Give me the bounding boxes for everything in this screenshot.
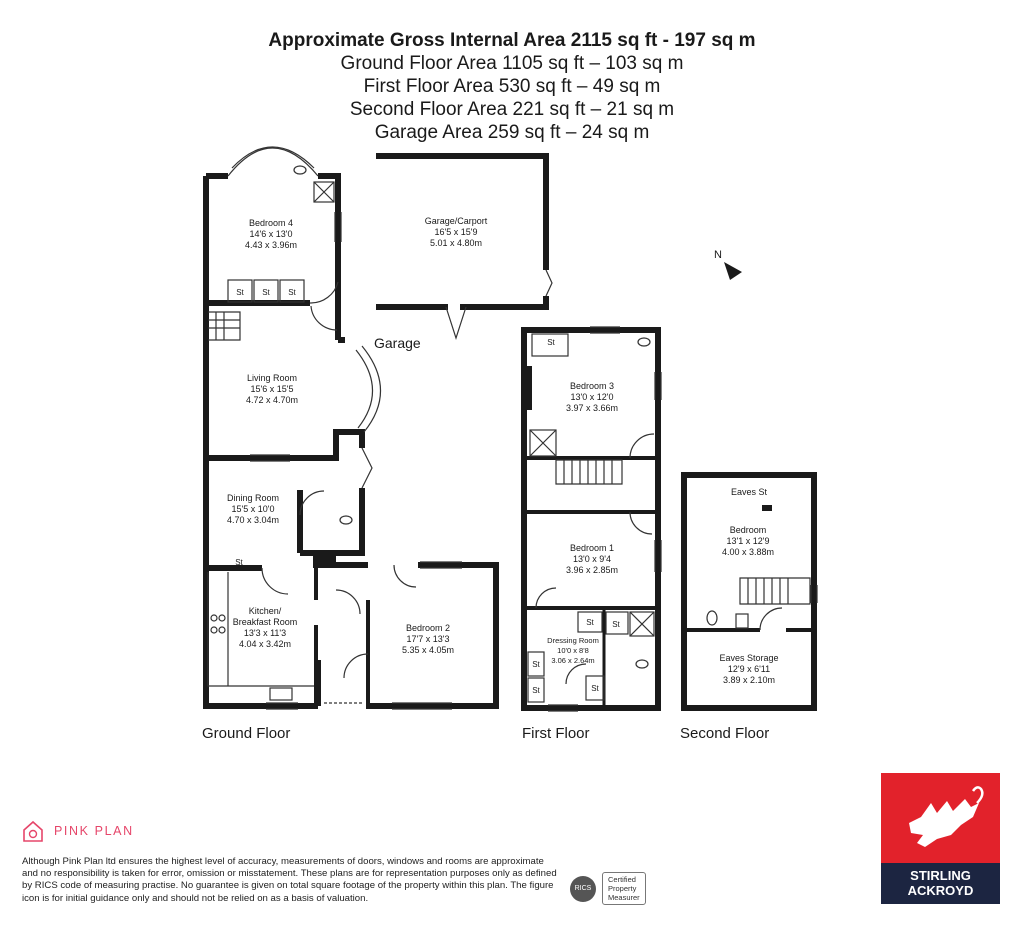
hob-ring bbox=[211, 627, 217, 633]
door-arc bbox=[536, 588, 556, 608]
hob-ring bbox=[219, 615, 225, 621]
store-label: St bbox=[612, 620, 620, 629]
north-arrow bbox=[714, 249, 742, 280]
kitchen-name-2: Breakfast Room bbox=[232, 617, 298, 627]
garage-dims-metric: 5.01 x 4.80m bbox=[429, 238, 483, 248]
area-title: Approximate Gross Internal Area 2115 sq ft - 197 sq m bbox=[268, 30, 756, 51]
bedroom4-dims-metric: 4.43 x 3.96m bbox=[244, 240, 298, 250]
door-arc bbox=[262, 568, 288, 594]
front-door bbox=[362, 448, 372, 488]
store-label: St bbox=[586, 618, 594, 627]
toilet bbox=[294, 166, 306, 174]
living-dims-imperial: 15'6 x 15'5 bbox=[250, 384, 294, 394]
store-label: St bbox=[262, 288, 270, 297]
door-arc bbox=[566, 664, 586, 684]
store-label: St bbox=[288, 288, 296, 297]
first-floor-stairs bbox=[556, 460, 622, 484]
rics-badge-line: Certified bbox=[608, 875, 636, 884]
rics-badge-line: Property bbox=[608, 884, 637, 893]
brand-line-1: STIRLING bbox=[910, 868, 971, 883]
wc-wall bbox=[300, 488, 362, 553]
shower-cross bbox=[314, 182, 334, 202]
second-floor-label: Second Floor bbox=[680, 725, 770, 742]
store-label: St bbox=[236, 288, 244, 297]
chimney-breast bbox=[314, 555, 336, 567]
first-area-line: First Floor Area 530 sq ft – 49 sq m bbox=[363, 76, 661, 97]
door-arc bbox=[394, 565, 416, 587]
bay-window bbox=[228, 148, 318, 176]
bedroom-sf-dims-metric: 4.00 x 3.88m bbox=[721, 547, 775, 557]
dining-name: Dining Room bbox=[226, 493, 280, 503]
north-label: N bbox=[714, 249, 722, 261]
bedroom3-dims-metric: 3.97 x 3.66m bbox=[565, 403, 619, 413]
brand-line-2: ACKROYD bbox=[907, 883, 974, 898]
hob-ring bbox=[219, 627, 225, 633]
door-arc bbox=[760, 608, 782, 630]
door-arc bbox=[630, 434, 654, 458]
basin bbox=[736, 614, 748, 628]
store-label: St bbox=[547, 338, 555, 347]
bedroom1-name: Bedroom 1 bbox=[569, 543, 615, 553]
stirling-ackroyd-logo bbox=[881, 773, 1000, 904]
bedroom1-dims-imperial: 13'0 x 9'4 bbox=[573, 554, 611, 564]
bedroom2-name: Bedroom 2 bbox=[405, 623, 451, 633]
door-arc bbox=[336, 590, 360, 614]
certified-measurer-box bbox=[602, 872, 646, 905]
toilet bbox=[707, 611, 717, 625]
ground-area-line: Ground Floor Area 1105 sq ft – 103 sq m bbox=[340, 53, 684, 74]
griffin-panel bbox=[881, 773, 1000, 863]
bedroom2-dims-metric: 5.35 x 4.05m bbox=[401, 645, 455, 655]
bay-window-inner bbox=[232, 147, 314, 168]
door-arc bbox=[311, 306, 337, 330]
rics-badge bbox=[570, 872, 646, 905]
store-label: St bbox=[591, 684, 599, 693]
bedroom4-dims-imperial: 14'6 x 13'0 bbox=[249, 229, 293, 239]
kitchen-dims-imperial: 13'3 x 11'3 bbox=[243, 628, 287, 638]
living-name: Living Room bbox=[246, 373, 298, 383]
bedroom3-dims-imperial: 13'0 x 12'0 bbox=[570, 392, 614, 402]
disclaimer-text: Although Pink Plan ltd ensures the highest level of accuracy, measurements of doors, windows and rooms are approximate and no responsibility is taken for error, omission or misstatement. These plans are for representation purposes only as defined by RICS code of measuring practise. No guarantee is given on total square footage of the property within this plan. The figure icon is for initial guidance only and should not be relied on as a basis of valuation. bbox=[22, 856, 557, 904]
rics-logo: RICS bbox=[570, 876, 596, 902]
toilet bbox=[340, 516, 352, 524]
toilet bbox=[636, 660, 648, 668]
garage-area-line: Garage Area 259 sq ft – 24 sq m bbox=[374, 122, 650, 143]
first-floor-label: First Floor bbox=[522, 725, 590, 742]
skylight-cross bbox=[530, 430, 556, 456]
bedroom4-name: Bedroom 4 bbox=[248, 218, 294, 228]
first-floor-partitions bbox=[524, 458, 658, 608]
garage-side-door bbox=[546, 270, 552, 296]
door-arc bbox=[344, 654, 368, 678]
dining-dims-imperial: 15'5 x 10'0 bbox=[231, 504, 275, 514]
eaves-storage-dims-metric: 3.89 x 2.10m bbox=[722, 675, 776, 685]
living-south-wall bbox=[206, 432, 362, 458]
toilet bbox=[638, 338, 650, 346]
bedroom-sf-dims-imperial: 13'1 x 12'9 bbox=[726, 536, 770, 546]
store-label: St bbox=[532, 686, 540, 695]
door-arc bbox=[310, 282, 338, 303]
stairs bbox=[208, 312, 240, 340]
griffin-icon bbox=[881, 773, 1000, 863]
door-arc bbox=[300, 491, 324, 515]
first-floor-chimney bbox=[524, 366, 532, 410]
bedroom-sf-name: Bedroom bbox=[729, 525, 767, 535]
house-icon bbox=[22, 819, 44, 843]
living-dims-metric: 4.72 x 4.70m bbox=[245, 395, 299, 405]
store-label: St bbox=[235, 558, 243, 567]
garage-door bbox=[446, 307, 466, 338]
brand-panel bbox=[881, 863, 1000, 904]
eaves-storage-dims-imperial: 12'9 x 6'11 bbox=[727, 664, 771, 674]
ground-floor-label: Ground Floor bbox=[202, 725, 291, 742]
door-arc bbox=[630, 512, 652, 534]
dining-dims-metric: 4.70 x 3.04m bbox=[226, 515, 280, 525]
kitchen-name: Kitchen/ bbox=[248, 606, 282, 616]
living-bay-window-inner bbox=[356, 350, 373, 428]
garage-outside-label: Garage bbox=[374, 335, 421, 351]
pinkplan-name: PINK PLAN bbox=[54, 824, 134, 838]
garage-name: Garage/Carport bbox=[424, 216, 488, 226]
second-area-line: Second Floor Area 221 sq ft – 21 sq m bbox=[349, 99, 675, 120]
store-label: St bbox=[532, 660, 540, 669]
dressing-name: Dressing Room bbox=[547, 636, 599, 645]
eaves-marker bbox=[762, 505, 772, 511]
shower-cross bbox=[630, 612, 654, 636]
dressing-dims-metric: 3.06 x 2.64m bbox=[551, 656, 595, 665]
sink bbox=[270, 688, 292, 700]
kitchen-dims-metric: 4.04 x 3.42m bbox=[238, 639, 292, 649]
rics-badge-line: Measurer bbox=[608, 893, 640, 902]
bedroom1-dims-metric: 3.96 x 2.85m bbox=[565, 565, 619, 575]
eaves-st-label: Eaves St bbox=[730, 487, 768, 497]
north-arrow-icon bbox=[724, 262, 742, 280]
hall-wall bbox=[338, 306, 345, 340]
eaves-storage-name: Eaves Storage bbox=[719, 653, 779, 663]
pinkplan-logo bbox=[22, 818, 134, 844]
bedroom3-name: Bedroom 3 bbox=[569, 381, 615, 391]
bedroom2-dims-imperial: 17'7 x 13'3 bbox=[406, 634, 450, 644]
dressing-dims-imperial: 10'0 x 8'8 bbox=[557, 646, 589, 655]
garage-dims-imperial: 16'5 x 15'9 bbox=[434, 227, 478, 237]
second-floor-stairs bbox=[740, 578, 810, 604]
hob-ring bbox=[211, 615, 217, 621]
